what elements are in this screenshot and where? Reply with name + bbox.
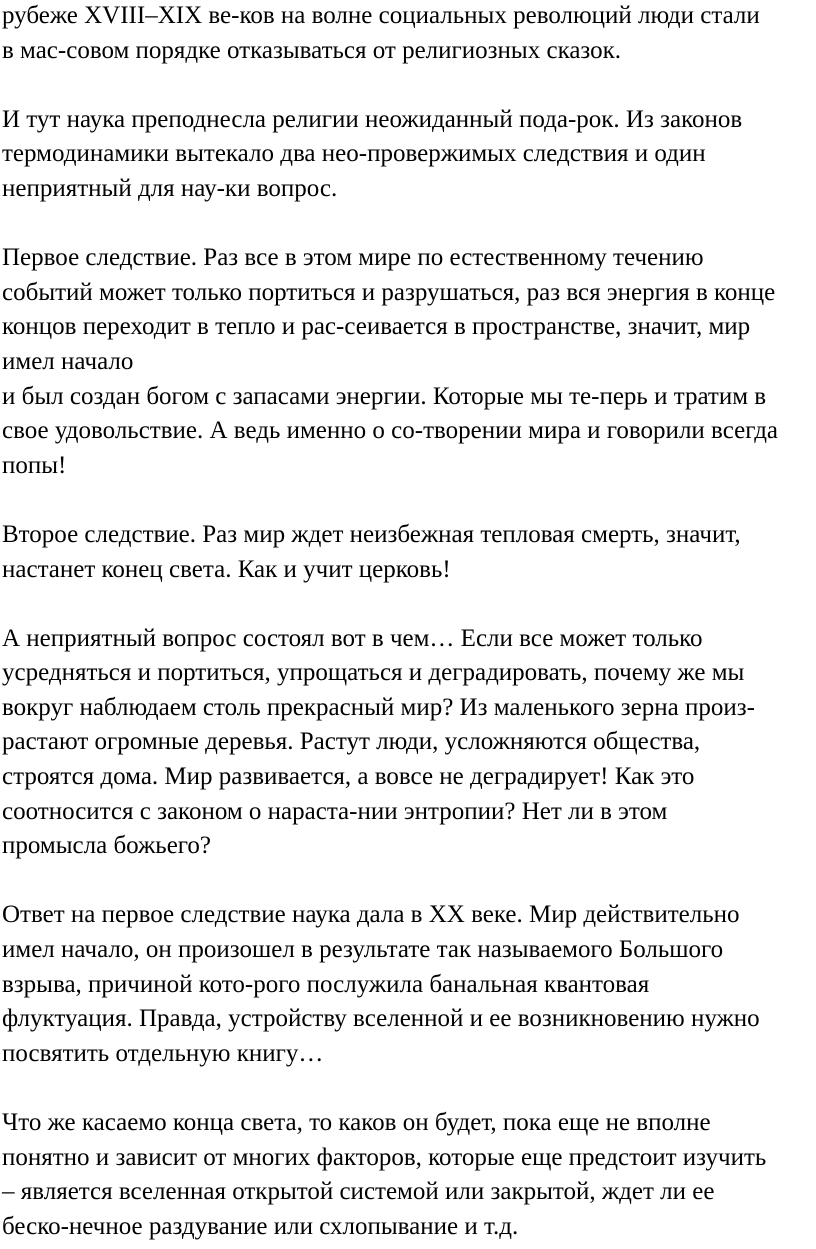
- text-line: вокруг наблюдаем столь прекрасный мир? Из маленького зерна произ-: [2, 693, 755, 721]
- text-line: растают огромные деревья. Растут люди, усложняются общества,: [2, 728, 701, 756]
- text-line: соотносится с законом о нараста-нии энтропии? Нет ли в этом: [2, 797, 668, 825]
- text-line: Что же касаемо конца света, то каков он будет, пока еще не вполне: [2, 1109, 711, 1136]
- text-line: Второе следствие. Раз мир ждет неизбежная тепловая смерть, значит,: [2, 520, 741, 548]
- text-line: беско-нечное раздувание или схлопывание и т.д.: [2, 1212, 519, 1240]
- text-line: понятно и зависит от многих факторов, которые еще предстоит изучить: [2, 1143, 767, 1171]
- text-line: событий может только портиться и разрушаться, раз вся энергия в конце: [2, 278, 776, 306]
- text-line: рубеже XVIII–XIX ве-ков на волне социальных революций люди стали: [2, 2, 760, 29]
- text-line: взрыва, причиной кото-рого послужила банальная квантовая: [2, 970, 650, 998]
- text-line: строятся дома. Мир развивается, а вовсе не деградирует! Как это: [2, 763, 695, 791]
- text-line: усредняться и портиться, упрощаться и деградировать, почему же мы: [2, 659, 745, 687]
- text-line: термодинамики вытекало два нео-провержимых следствия и один: [2, 140, 706, 168]
- paragraph-2: [2, 103, 815, 207]
- text-line: – является вселенная открытой системой или закрытой, ждет ли ее: [2, 1178, 715, 1206]
- text-line: настанет конец света. Как и учит церковь!: [2, 555, 451, 583]
- paragraph-1: [2, 0, 815, 68]
- text-line: неприятный для нау-ки вопрос.: [2, 174, 338, 202]
- paragraph-7: [2, 1106, 815, 1244]
- text-line: посвятить отдельную книгу…: [2, 1039, 324, 1067]
- text-line: промысла божьего?: [2, 832, 212, 860]
- text-line: и был создан богом с запасами энергии. Которые мы те-перь и тратим в: [2, 382, 767, 410]
- paragraph-5: [2, 622, 815, 864]
- text-line: концов переходит в тепло и рас-сеивается в пространстве, значит, мир: [2, 313, 751, 341]
- text-line: Ответ на первое следствие наука дала в ХХ веке. Мир действительно: [2, 901, 740, 929]
- text-line: попы!: [2, 451, 67, 479]
- text-line: в мас-совом порядке отказываться от религиозных сказок.: [2, 36, 622, 64]
- paragraph-4: [2, 518, 815, 587]
- text-line: флуктуация. Правда, устройству вселенной и ее возникновению нужно: [2, 1005, 760, 1033]
- text-line: Первое следствие. Раз все в этом мире по естественному течению: [2, 244, 704, 272]
- text-line: И тут наука преподнесла религии неожиданный пода-рок. Из законов: [2, 105, 743, 133]
- paragraph-3: [2, 241, 815, 483]
- text-line: имел начало, он произошел в результате так называемого Большого: [2, 936, 724, 964]
- paragraph-6: [2, 898, 815, 1071]
- text-line: имел начало: [2, 347, 134, 375]
- text-line: свое удовольствие. А ведь именно о со-творении мира и говорили всегда: [2, 417, 779, 445]
- text-line: А неприятный вопрос состоял вот в чем… Если все может только: [2, 624, 703, 652]
